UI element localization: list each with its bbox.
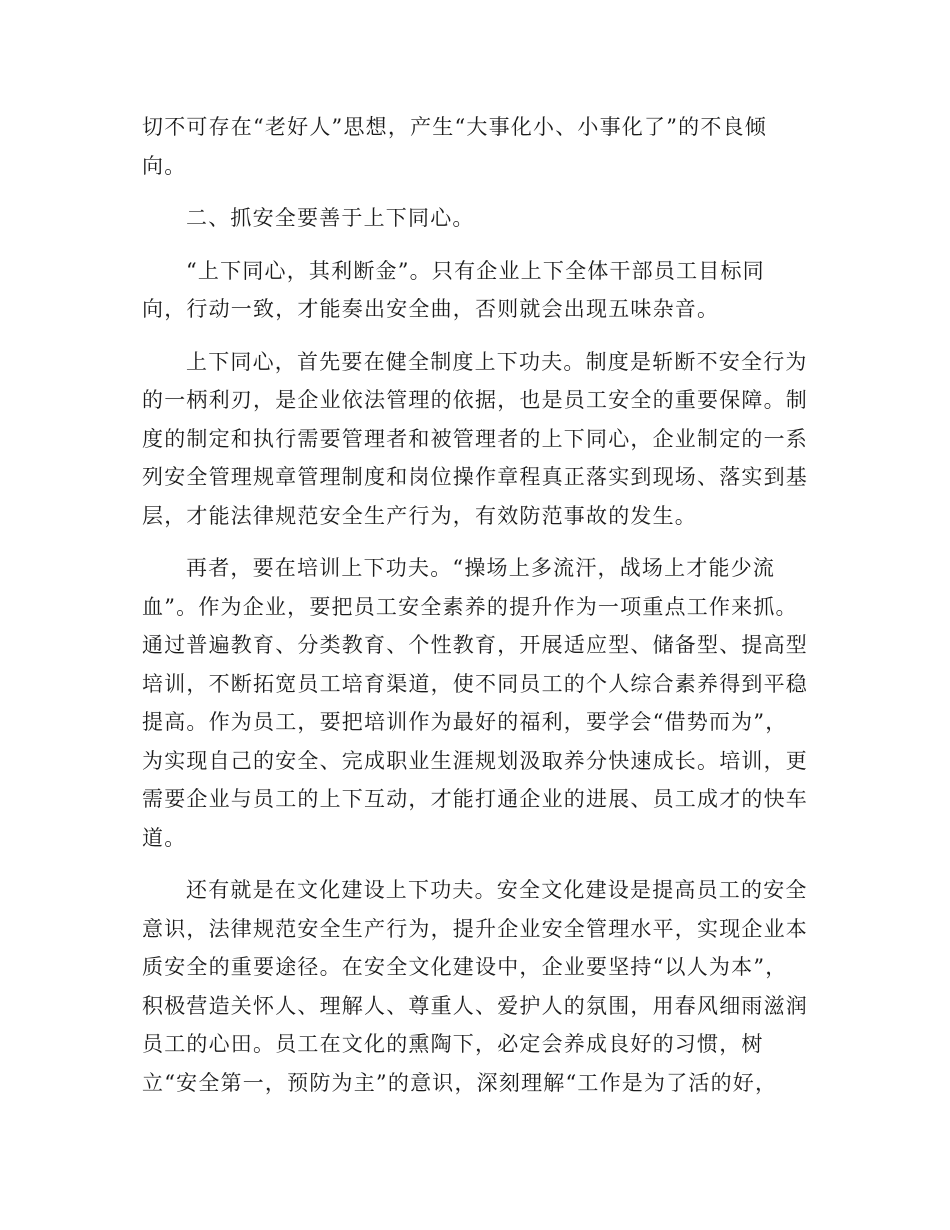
- text-line: 再者，要在培训上下功夫。“操场上多流汗，战场上才能少流: [186, 556, 776, 580]
- text-line: 向。: [142, 153, 187, 178]
- text-line: 血”。作为企业，要把员工安全素养的提升作为一项重点工作来抓。: [142, 594, 798, 619]
- text-line: 上下同心，首先要在健全制度上下功夫。制度是斩断不安全行为: [186, 349, 808, 374]
- text-line: 通过普遍教育、分类教育、个性教育，开展适应型、储备型、提高型: [142, 633, 808, 657]
- text-line: 质安全的重要途径。在安全文化建设中，企业要坚持“以人为本”，: [142, 955, 788, 979]
- heading-text: 二、抓安全要善于上下同心。: [186, 206, 475, 230]
- text-line: 员工的心田。员工在文化的熏陶下，必定会养成良好的习惯，树: [142, 1032, 764, 1056]
- paragraph: [142, 871, 807, 1102]
- text-line: 列安全管理规章管理制度和岗位操作章程真正落实到现场、落实到基: [142, 465, 808, 489]
- text-line: 提高。作为员工，要把培训作为最好的福利，要学会“借势而为”，: [142, 710, 788, 734]
- text-line: 向，行动一致，才能奏出安全曲，否则就会出现五味杂音。: [142, 297, 720, 321]
- text-line: 的一柄利刃，是企业依法管理的依据，也是员工安全的重要保障。制: [142, 388, 808, 412]
- text-line: 意识，法律规范安全生产行为，提升企业安全管理水平，实现企业本: [142, 916, 808, 941]
- paragraph: [142, 343, 807, 536]
- section-heading: [142, 199, 807, 238]
- paragraph-continuation: [142, 108, 807, 185]
- text-line: 积极营造关怀人、理解人、尊重人、爱护人的氛围，用春风细雨滋润: [142, 993, 808, 1018]
- text-line: 需要企业与员工的上下互动，才能打通企业的进展、员工成才的快车: [142, 787, 808, 811]
- text-line: 还有就是在文化建设上下功夫。安全文化建设是提高员工的安全: [186, 878, 808, 902]
- text-line: 道。: [142, 825, 187, 850]
- text-line: 培训，不断拓宽员工培育渠道，使不同员工的个人综合素养得到平稳: [142, 671, 808, 696]
- text-line: 层，才能法律规范安全生产行为，有效防范事故的发生。: [142, 503, 697, 528]
- text-line: 度的制定和执行需要管理者和被管理者的上下同心，企业制定的一系: [142, 426, 808, 451]
- text-line: “上下同心，其利断金”。只有企业上下全体干部员工目标同: [186, 258, 765, 283]
- paragraph: [142, 252, 807, 329]
- document-body: [142, 108, 807, 1116]
- text-line: 切不可存在“老好人”思想，产生“大事化小、小事化了”的不良倾: [142, 115, 767, 139]
- text-line: 立“安全第一，预防为主”的意识，深刻理解“工作是为了活的好，: [142, 1070, 778, 1095]
- paragraph: [142, 549, 807, 857]
- text-line: 为实现自己的安全、完成职业生涯规划汲取养分快速成长。培训，更: [142, 748, 808, 773]
